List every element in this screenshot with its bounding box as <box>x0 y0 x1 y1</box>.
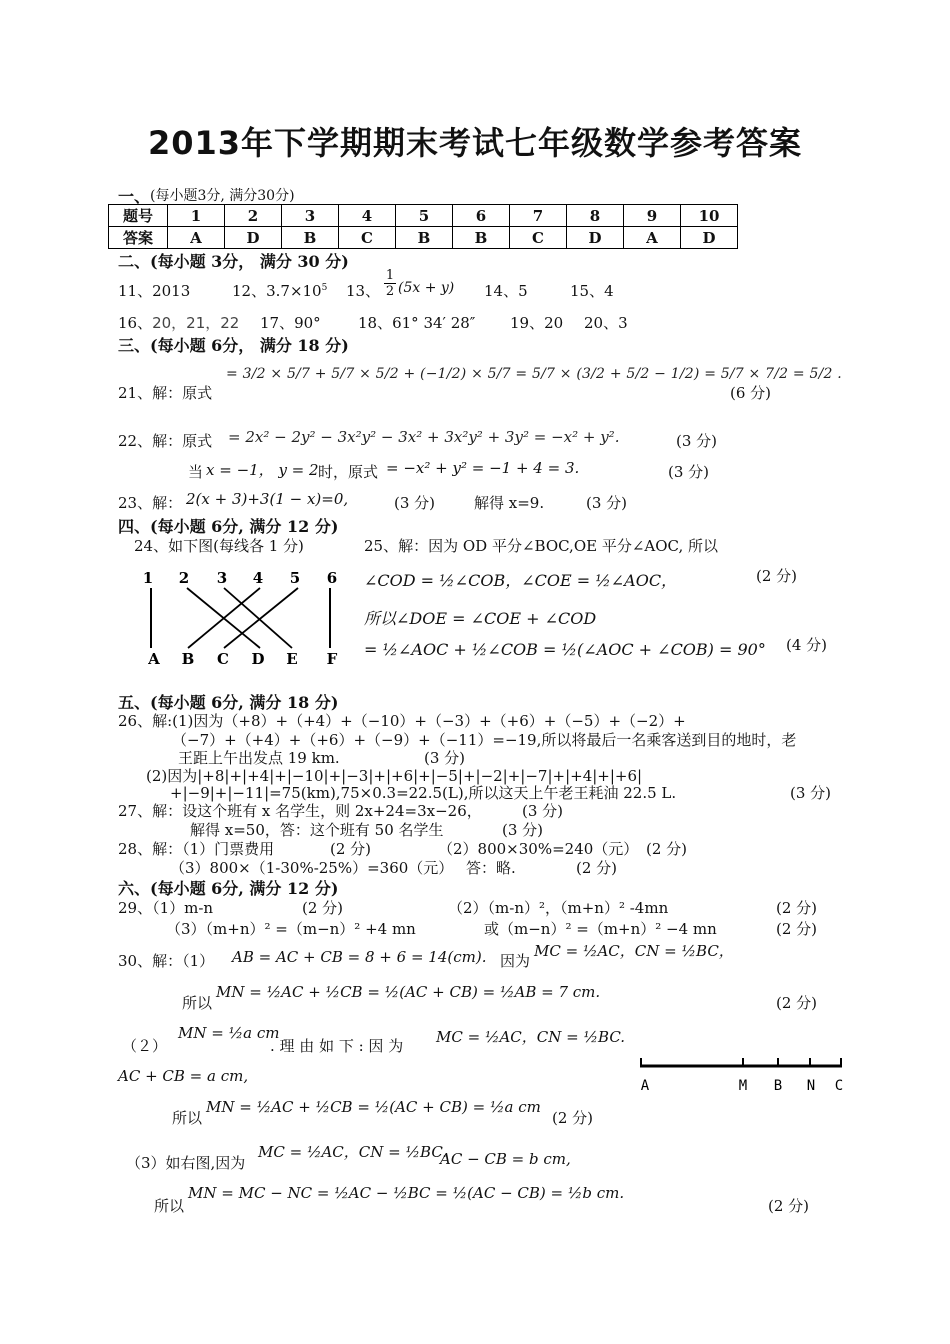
q22-score2: (3 分) <box>668 463 710 481</box>
diagram-label-bottom: F <box>326 650 338 668</box>
q16-value: 20，21，22 <box>152 314 240 332</box>
table-cell: 3 <box>282 205 339 227</box>
q11: 11、2013 <box>118 282 191 300</box>
table-header-cell: 答案 <box>109 227 168 249</box>
q22-label: 22、解：原式 <box>118 432 213 450</box>
q16 <box>118 312 239 333</box>
q30-line5-math: MN = ½AC + ½CB = ½(AC + CB) = ½a cm <box>206 1098 541 1116</box>
q30-score3: (2 分) <box>768 1197 810 1215</box>
q28-line2b: 答：略. <box>466 859 516 877</box>
segment-label: B <box>773 1078 783 1094</box>
q25-line2: 所以∠DOE = ∠COE + ∠COD <box>364 609 597 628</box>
q12-exp: 5 <box>321 283 328 293</box>
section-3-head: 三、(每小题 6分， 满分 18 分) <box>118 336 349 355</box>
q29-d: 或（m−n）² =（m+n）² −4 mn <box>484 920 717 938</box>
q17: 17、90° <box>260 314 321 332</box>
diagram-label-bottom: D <box>251 650 265 668</box>
q13-den: 2 <box>385 284 395 299</box>
diagram-label-bottom: A <box>148 650 160 668</box>
q30-part2-sum: AC + CB = a cm, <box>118 1067 249 1085</box>
q30-part3-diff: AC − CB = b cm, <box>440 1150 571 1168</box>
diagram-label-top: 3 <box>216 569 228 587</box>
q30-line1-math2: MC = ½AC，CN = ½BC， <box>534 942 734 960</box>
segment-diagram <box>636 1056 848 1096</box>
section-2-head: 二、(每小题 3分， 满分 30 分) <box>118 252 349 271</box>
q22-expr: = 2x² − 2y² − 3x²y² − 3x² + 3x²y² + 3y² = −x² + y². <box>228 428 620 446</box>
q13-expr: (5x + y) <box>398 280 455 296</box>
q21-expr: = 3/2 × 5/7 + 5/7 × 5/2 + (−1/2) × 5/7 = 5/7 × (3/2 + 5/2 − 1/2) = 5/7 × 7/2 = 5/2 . <box>226 366 842 382</box>
q22-then: 时，原式 <box>318 463 379 481</box>
table-cell: C <box>339 227 396 249</box>
q26-score1: (3 分) <box>424 749 466 767</box>
q22-score: (3 分) <box>676 432 718 450</box>
table-cell: 5 <box>396 205 453 227</box>
q24: 24、如下图(每线各 1 分) <box>134 537 304 555</box>
q29-score3: (2 分) <box>776 920 818 938</box>
q27-score1: (3 分) <box>522 802 564 820</box>
q23-score2: (3 分) <box>586 494 628 512</box>
q27-line1: 27、解：设这个班有 x 名学生，则 2x+24=3x−26， <box>118 802 482 820</box>
section-6-head: 六、(每小题 6分, 满分 12 分) <box>118 879 339 898</box>
answer-table <box>108 204 738 249</box>
table-row <box>109 205 738 227</box>
q30-line7-math: MN = MC − NC = ½AC − ½BC = ½(AC − CB) = ½b cm. <box>188 1184 625 1202</box>
table-cell: 1 <box>168 205 225 227</box>
q26-line3: 王距上午出发点 19 km. <box>178 749 340 767</box>
q25-line3: = ½∠AOC + ½∠COB = ½(∠AOC + ∠COB) = 90° <box>364 640 766 659</box>
q19: 19、20 <box>510 314 564 332</box>
q25-intro: 25、解：因为 OD 平分∠BOC,OE 平分∠AOC, 所以 <box>364 537 719 555</box>
table-cell: 10 <box>681 205 738 227</box>
table-header-cell: 题号 <box>109 205 168 227</box>
q28-score1: (2 分) <box>330 840 372 858</box>
q14: 14、5 <box>484 282 528 300</box>
q30-line2: 所以 <box>182 994 213 1012</box>
q21-score: (6 分) <box>730 384 772 402</box>
q28-line1b: （2）800×30%=240（元） <box>438 840 639 858</box>
q28-line2: （3）800×（1-30%-25%）=360（元） <box>170 859 454 877</box>
q27-line2: 解得 x=50，答：这个班有 50 名学生 <box>190 821 444 839</box>
q29-a: 29、（1）m-n <box>118 899 214 917</box>
table-cell: 2 <box>225 205 282 227</box>
q26-line4: (2)因为|+8|+|+4|+|−10|+|−3|+|+6|+|−5|+|−2|+|−7|+|+4|+|+6| <box>146 767 643 785</box>
q23-expr: 2(x + 3)+3(1 − x)=0, <box>186 490 349 508</box>
q23-score: (3 分) <box>394 494 436 512</box>
table-cell: D <box>225 227 282 249</box>
q30-part2-reason: . 理 由 如 下 : 因 为 <box>270 1037 404 1055</box>
table-cell: 9 <box>624 205 681 227</box>
q30-line5: 所以 <box>172 1109 203 1127</box>
section-1-note: (每小题3分, 满分30分) <box>150 188 295 204</box>
q12 <box>232 280 327 301</box>
q29-score2: (2 分) <box>776 899 818 917</box>
table-cell: 8 <box>567 205 624 227</box>
table-cell: A <box>168 227 225 249</box>
segment-label: M <box>738 1078 748 1094</box>
table-cell: A <box>624 227 681 249</box>
q30-line7: 所以 <box>154 1197 185 1215</box>
q28-score2: (2 分) <box>646 840 688 858</box>
segment-label: A <box>640 1078 650 1094</box>
table-cell: 7 <box>510 205 567 227</box>
q25-score2: (4 分) <box>786 636 828 654</box>
q30-part2-math2: MC = ½AC，CN = ½BC. <box>436 1028 626 1046</box>
table-row <box>109 227 738 249</box>
q13-fraction <box>384 268 396 299</box>
q30-score2: (2 分) <box>552 1109 594 1127</box>
q29-score1: (2 分) <box>302 899 344 917</box>
diagram-label-bottom: B <box>181 650 195 668</box>
q30-line2-math: MN = ½AC + ½CB = ½(AC + CB) = ½AB = 7 cm. <box>216 983 601 1001</box>
table-cell: D <box>567 227 624 249</box>
table-cell: 4 <box>339 205 396 227</box>
segment-label: N <box>806 1078 816 1094</box>
q26-line2: （−7）+（+4）+（+6）+（−9）+（−11）=−19,所以将最后一名乘客送到目的地时，老 <box>172 731 797 749</box>
q22-cond: x = −1， y = 2 <box>206 461 319 479</box>
segment-label: C <box>834 1078 844 1094</box>
q23-label: 23、解： <box>118 494 183 512</box>
q30-part2: （２） <box>122 1037 168 1055</box>
q25-score1: (2 分) <box>756 567 798 585</box>
diagram-label-top: 5 <box>289 569 301 587</box>
diagram-label-top: 6 <box>326 569 338 587</box>
table-cell: C <box>510 227 567 249</box>
diagram-label-top: 2 <box>178 569 190 587</box>
q16-label: 16、 <box>118 314 153 332</box>
diagram-label-bottom: E <box>286 650 298 668</box>
section-1-head: 一、 <box>118 187 151 206</box>
q18: 18、61° 34′ 28″ <box>358 314 476 332</box>
table-cell: 6 <box>453 205 510 227</box>
q30-line1-because: 因为 <box>500 952 531 970</box>
q30-line1: 30、解：（1） <box>118 952 215 970</box>
q30-part3: （3）如右图,因为 <box>126 1154 246 1172</box>
q30-part2-math: MN = ½a cm <box>178 1024 280 1042</box>
q27-score2: (3 分) <box>502 821 544 839</box>
q26-score2: (3 分) <box>790 784 832 802</box>
q28-score3: (2 分) <box>576 859 618 877</box>
q12-text: 12、3.7×10 <box>232 282 322 300</box>
table-cell: B <box>396 227 453 249</box>
table-cell: B <box>282 227 339 249</box>
q13: 13、 <box>346 282 381 300</box>
section-4-head: 四、(每小题 6分, 满分 12 分) <box>118 517 339 536</box>
q20: 20、3 <box>584 314 628 332</box>
q30-part3-math: MC = ½AC，CN = ½BC. <box>258 1143 448 1161</box>
q29-b: （2）（m-n）²，（m+n）² -4mn <box>448 899 669 917</box>
q22-result: = −x² + y² = −1 + 4 = 3. <box>386 459 580 477</box>
q25-line1: ∠COD = ½∠COB，∠COE = ½∠AOC， <box>364 571 678 590</box>
page-title: 2013年下学期期末考试七年级数学参考答案 <box>147 124 803 162</box>
section-5-head: 五、(每小题 6分, 满分 18 分) <box>118 693 339 712</box>
q29-c: （3）（m+n）² =（m−n）² +4 mn <box>166 920 416 938</box>
q28-line1: 28、解：（1）门票费用 <box>118 840 275 858</box>
diagram-label-bottom: C <box>217 650 229 668</box>
matching-diagram <box>138 566 358 670</box>
diagram-label-top: 1 <box>142 569 154 587</box>
q26-line5: +|−9|+|−11|=75(km),75×0.3=22.5(L),所以这天上午老王耗油 22.5 L. <box>170 784 677 802</box>
q30-line1-math: AB = AC + CB = 8 + 6 = 14(cm). <box>232 948 487 966</box>
q23-solve: 解得 x=9. <box>474 494 545 512</box>
table-cell: D <box>681 227 738 249</box>
q22-when: 当 <box>188 463 204 481</box>
diagram-label-top: 4 <box>252 569 264 587</box>
q30-score1: (2 分) <box>776 994 818 1012</box>
q26-line1: 26、解:(1)因为（+8）+（+4）+（−10）+（−3）+（+6）+（−5）+（−2）+ <box>118 712 686 730</box>
q15: 15、4 <box>570 282 614 300</box>
q21-label: 21、解：原式 <box>118 384 213 402</box>
q13-num: 1 <box>385 268 395 283</box>
table-cell: B <box>453 227 510 249</box>
